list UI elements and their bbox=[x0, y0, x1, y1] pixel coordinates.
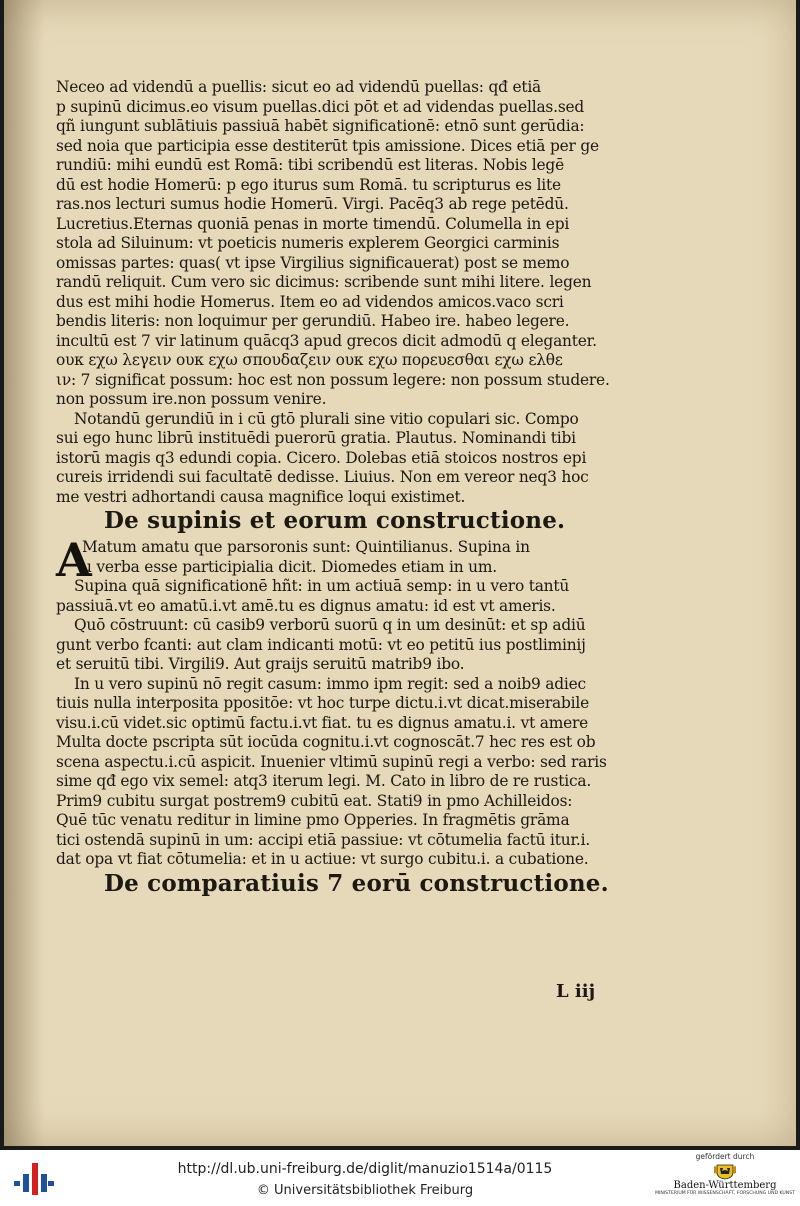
text-line: visu.i.cū videt.sic optimū factu.i.vt fiat. tu es dignus amatu.i. vt amere bbox=[56, 713, 589, 732]
text-line: istorū magis q3 edundi copia. Cicero. Dolebas etiā stoicos nostros epi bbox=[56, 448, 587, 467]
permalink-url[interactable]: http://dl.ub.uni-freiburg.de/diglit/manuzio1514a/0115 bbox=[177, 1161, 553, 1177]
copyright-text: © Universitätsbibliothek Freiburg bbox=[256, 1183, 474, 1198]
text-line: Matum amatu que parsoronis sunt: Quintilianus. Supina in bbox=[82, 538, 530, 556]
scanned-page bbox=[4, 0, 796, 1146]
text-line: dat opa vt fiat cōtumelia: et in u actiue: vt surgo cubitu.i. a cubatione. bbox=[56, 850, 589, 868]
text-line: scena aspectu.i.cū aspicit. Inuenier vltimū supinū regi a verbo: sed raris bbox=[56, 752, 607, 771]
text-line: Prim9 cubitu surgat postrem9 cubitū eat. Stati9 in pmo Achilleidos: bbox=[56, 791, 573, 810]
text-line: incultū est 7 vir latinum quācq3 apud grecos dicit admodū q eleganter. bbox=[56, 331, 597, 350]
text-line: me vestri adhortandi causa magnifice loqui existimet. bbox=[56, 487, 466, 506]
text-line: p supinū dicimus.eo visum puellas.dici pōt et ad videndas puellas.sed bbox=[56, 97, 585, 116]
section-heading: De comparatiuis 7 eorū constructione. bbox=[104, 869, 609, 897]
text-line: non possum ire.non possum venire. bbox=[56, 390, 327, 408]
ministry-name: MINISTERIUM FÜR WISSENSCHAFT, FORSCHUNG UND KUNST bbox=[655, 1191, 795, 1196]
text-line: sed noia que participia esse destiterūt tpis amissione. Dices etiā per ge bbox=[56, 136, 599, 155]
text-line: ras.nos lecturi sumus hodie Homerū. Virgi. Pacēq3 ab rege petēdū. bbox=[56, 195, 569, 213]
text-line: sui ego hunc librū instituēdi puerorū gratia. Plautus. Nominandi tibi bbox=[56, 429, 576, 447]
text-line: tiuis nulla interposita ppositōe: vt hoc turpe dictu.i.vt dicat.miserabile bbox=[56, 694, 590, 712]
text-line: omissas partes: quas( vt ipse Virgilius significauerat) post se memo bbox=[56, 253, 570, 272]
text-line: rundiū: mihi eundū est Romā: tibi scribendū est literas. Nobis legē bbox=[56, 156, 564, 174]
text-line: randū reliquit. Cum vero sic dicimus: scribende sunt mihi litere. legen bbox=[56, 273, 592, 291]
text-line: Notandū gerundiū in i cū gtō plurali sine vitio copulari sic. Compo bbox=[74, 409, 579, 428]
drop-cap: A bbox=[56, 533, 92, 587]
greek-text-line: ουκ εχω λεγειν ουκ εχω σπουδαζειν ουκ εχω πορευεσθαι εχω ελθε bbox=[56, 351, 563, 369]
text-line: dus est mihi hodie Homerus. Item eo ad videndos amicos.vaco scri bbox=[56, 292, 564, 311]
text-line: Supina quā significationē hñt: in um actiuā semp: in u vero tantū bbox=[74, 577, 570, 595]
text-line: tici ostendā supinū in um: accipi etiā passiue: vt cōtumelia factū itur.i. bbox=[56, 830, 591, 849]
text-line: Multa docte pscripta sūt iocūda cognitu.i.vt cognoscāt.7 hec res est ob bbox=[56, 733, 596, 751]
text-line: et seruitū tibi. Virgili9. Aut graijs seruitū matrib9 ibo. bbox=[56, 655, 465, 673]
text-line: stola ad Siluinum: vt poeticis numeris explerem Georgici carminis bbox=[56, 234, 560, 252]
text-line: passiuā.vt eo amatū.i.vt amē.tu es dignus amatu: id est vt ameris. bbox=[56, 596, 556, 615]
bw-crest-icon bbox=[713, 1162, 737, 1180]
sponsor-block bbox=[652, 1152, 798, 1196]
text-line: dū est hodie Homerū: p ego iturus sum Romā. tu scripturus es lite bbox=[56, 175, 561, 194]
text-line: qñ iungunt sublātiuis passiuā habēt significationē: etnō sunt gerūdia: bbox=[56, 117, 585, 135]
text-line: Lucretius.Eternas quoniā penas in morte timendū. Columella in epi bbox=[56, 214, 570, 233]
text-line: gunt verbo fcanti: aut clam indicanti motū: vt eo petitū ius postliminij bbox=[56, 635, 586, 654]
text-block bbox=[56, 78, 656, 901]
text-line: bendis literis: non loquimur per gerundiū. Habeo ire. habeo legere. bbox=[56, 312, 570, 330]
text-line: cureis irridendi sui facultatē dedisse. Liuius. Non em vereor neq3 hoc bbox=[56, 468, 589, 486]
text-line: Neceo ad videndū a puellis: sicut eo ad videndū puellas: qđ etiā bbox=[56, 78, 542, 96]
text-line: u verba esse participialia dicit. Diomedes etiam in um. bbox=[82, 557, 497, 576]
text-line: ιν: 7 significat possum: hoc est non possum legere: non possum studere. bbox=[56, 370, 610, 389]
sponsor-name: Baden-Württemberg bbox=[673, 1180, 777, 1191]
sponsor-label: gefördert durch bbox=[695, 1152, 755, 1161]
text-line: Quē tūc venatu reditur in limine pmo Opperies. In fragmētis grāma bbox=[56, 811, 570, 829]
footer-bar bbox=[0, 1150, 800, 1206]
text-line: In u vero supinū nō regit casum: immo ipm regit: sed a noib9 adiec bbox=[74, 674, 586, 693]
section-heading: De supinis et eorum constructione. bbox=[104, 507, 566, 534]
text-line: sime qđ ego vix semel: atq3 iterum legi. M. Cato in libro de re rustica. bbox=[56, 772, 592, 790]
signature-mark: L iij bbox=[556, 981, 596, 1002]
text-line: Quō cōstruunt: cū casib9 verborū suorū q in um desinūt: et sp adiū bbox=[74, 616, 586, 634]
